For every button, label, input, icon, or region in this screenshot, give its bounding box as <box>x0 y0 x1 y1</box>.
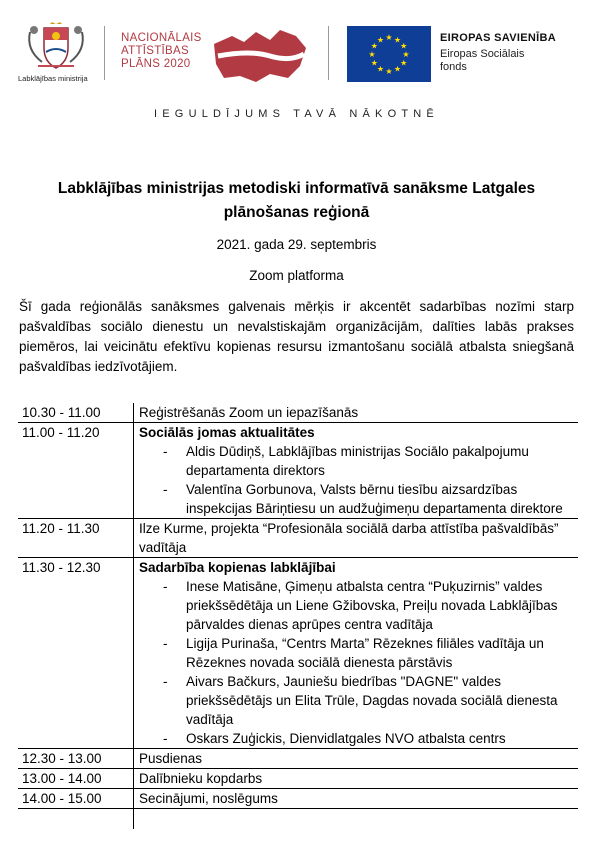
event-date: 2021. gada 29. septembris <box>216 237 377 252</box>
eu-star-icon: ★ <box>402 50 410 59</box>
agenda-row <box>18 749 578 769</box>
eu-star-icon: ★ <box>385 67 393 76</box>
agenda-time: 10.30 - 11.00 <box>18 403 134 423</box>
agenda-description <box>134 558 579 749</box>
agenda-heading: Ilze Kurme, projekta “Profesionāla sociālā darba attīstība pašvaldībās” vadītāja <box>139 521 559 555</box>
eu-star-icon: ★ <box>368 50 376 59</box>
speaker-text: Oskars Zuģickis, Dienvidlatgales NVO atbalsta centrs <box>186 731 506 746</box>
agenda-row <box>18 423 578 519</box>
agenda-row <box>18 519 578 558</box>
bullet-dash-icon: - <box>163 636 168 651</box>
nap-line-1: NACIONĀLAIS <box>121 32 202 44</box>
eu-subtitle-line: fonds <box>440 61 467 73</box>
eu-star-icon: ★ <box>393 35 402 45</box>
bullet-dash-icon: - <box>163 444 168 459</box>
eu-subtitle <box>440 48 556 74</box>
eu-subtitle-line: Eiropas Sociālais <box>440 48 525 60</box>
nap-line-2: ATTĪSTĪBAS <box>121 45 189 57</box>
agenda-row <box>18 789 578 809</box>
agenda-row <box>18 558 578 749</box>
speaker-text: Aldis Dūdiņš, Labklājības ministrijas Sociālo pakalpojumu departamenta direktors <box>186 444 529 478</box>
speaker-text: Valentīna Gorbunova, Valsts bērnu tiesību aizsardzības inspekcijas Bāriņtiesu un audžuģimeņu departamenta direktore <box>186 482 563 516</box>
agenda-empty-row <box>18 809 578 830</box>
speaker-text: Inese Matisāne, Ģimeņu atbalsta centra “Puķuzirnis” valdes priekšsēdētāja un Liene Gžibovska, Preiļu novada Labklājības pārvaldes dienas aprūpes centra vadītāja <box>186 579 558 632</box>
logo-divider <box>328 26 329 80</box>
agenda-empty-cell <box>134 809 579 830</box>
ministry-logo <box>18 22 94 86</box>
speaker-item <box>139 634 578 672</box>
agenda-time: 11.20 - 11.30 <box>18 519 134 558</box>
agenda-description <box>134 769 579 789</box>
ministry-name: Labklājības ministrija <box>18 74 88 83</box>
coat-of-arms-icon <box>24 22 88 72</box>
speaker-text: Aivars Bačkurs, Jauniešu biedrības "DAGNE" valdes priekšsēdētājs un Elita Trūle, Dagdas novada sociālā dienesta vadītāja <box>186 674 558 727</box>
logo-divider <box>104 26 105 80</box>
eu-star-icon: ★ <box>400 41 408 51</box>
agenda-heading: Reģistrēšanās Zoom un iepazīšanās <box>139 405 359 420</box>
eu-logo-text <box>440 32 556 74</box>
agenda-time: 12.30 - 13.00 <box>18 749 134 769</box>
slogan: IEGULDĪJUMS TAVĀ NĀKOTNĒ <box>154 108 439 120</box>
agenda-time: 13.00 - 14.00 <box>18 769 134 789</box>
document-title: Labklājības ministrijas metodiski informatīvā sanāksme Latgales plānošanas reģionā <box>57 180 536 221</box>
nap-logo-text <box>121 32 202 71</box>
speaker-item <box>139 480 578 518</box>
agenda-time: 14.00 - 15.00 <box>18 789 134 809</box>
eu-star-icon: ★ <box>376 35 385 45</box>
agenda-time: 11.00 - 11.20 <box>18 423 134 519</box>
latvia-map-icon <box>210 26 310 86</box>
agenda-row <box>18 403 578 423</box>
event-venue: Zoom platforma <box>249 268 344 283</box>
agenda-description <box>134 403 579 423</box>
agenda-description <box>134 423 579 519</box>
logo-bar <box>14 20 579 90</box>
eu-star-icon: ★ <box>370 58 378 68</box>
eu-star-icon: ★ <box>400 58 408 68</box>
agenda-empty-cell <box>18 809 134 830</box>
bullet-dash-icon: - <box>163 579 168 594</box>
agenda-description <box>134 519 579 558</box>
agenda-heading: Sadarbība kopienas labklājībai <box>139 560 336 575</box>
eu-star-icon: ★ <box>393 64 402 74</box>
eu-star-icon: ★ <box>376 64 385 74</box>
agenda-time: 11.30 - 12.30 <box>18 558 134 749</box>
speaker-item <box>139 729 578 748</box>
speaker-text: Ligija Purinaša, “Centrs Marta” Rēzeknes filiāles vadītāja un Rēzeknes novada sociālā dienesta pārstāvis <box>186 636 544 670</box>
eu-star-icon: ★ <box>370 41 378 51</box>
agenda-description <box>134 749 579 769</box>
agenda-row <box>18 769 578 789</box>
eu-flag-icon <box>347 26 431 82</box>
nap-line-3: PLĀNS 2020 <box>121 58 191 70</box>
bullet-dash-icon: - <box>163 731 168 746</box>
eu-star-icon: ★ <box>385 33 393 42</box>
bullet-dash-icon: - <box>163 674 168 689</box>
agenda-description <box>134 789 579 809</box>
agenda-table <box>18 403 578 829</box>
speaker-item <box>139 442 578 480</box>
agenda-heading: Sociālās jomas aktualitātes <box>139 425 315 440</box>
agenda-heading: Pusdienas <box>139 751 203 766</box>
bullet-dash-icon: - <box>163 482 168 497</box>
agenda-heading: Secinājumi, noslēgums <box>139 791 278 806</box>
speaker-item <box>139 672 578 729</box>
speaker-item <box>139 577 578 634</box>
agenda-heading: Dalībnieku kopdarbs <box>139 771 263 786</box>
intro-paragraph: Šī gada reģionālās sanāksmes galvenais mērķis ir akcentēt sadarbības nozīmi starp pašvaldības sociālo dienestu un nevalstiskajām organizācijām, dalīties labās prakses piemēros, lai veicinātu efektīvu kopienas resursu izmantošanu sociālā atbalsta sniegšanā pašvaldības iedzīvotājiem. <box>19 299 574 374</box>
eu-title: EIROPAS SAVIENĪBA <box>440 32 556 44</box>
